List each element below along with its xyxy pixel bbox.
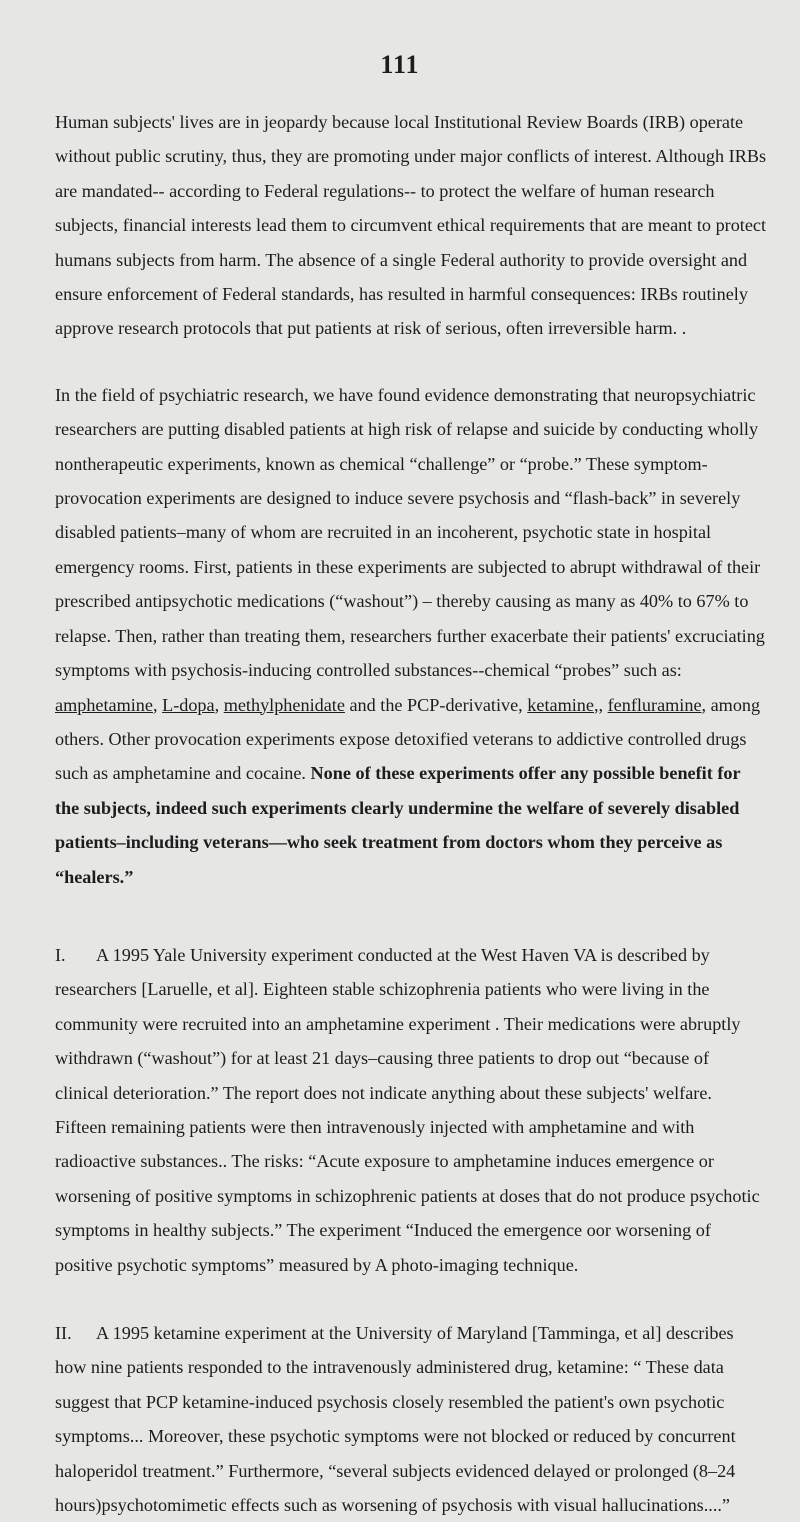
separator: , (152, 694, 163, 715)
bold-statement: None of these experiments offer any possible benefit for the subjects, indeed such experiments clearly undermine the welfare of severely disabled patients–including veterans—who seek treatment from doctors whom they perceive as “healers.” (55, 763, 741, 887)
drug-ketamine: ketamine (527, 694, 594, 715)
drug-methylphenidate: methylphenidate (223, 694, 345, 715)
paragraph-text: , among others. Other provocation experiments expose detoxified veterans to addictive controlled drugs such as amphetamine and cocaine. (55, 694, 761, 784)
paragraph-text: A 1995 Yale University experiment conducted at the West Haven VA is described by researchers [Laruelle, et al]. Eighteen stable schizophrenia patients who were living in the community were recruited into an amphetamine experiment . Their medications were abruptly withdrawn (“washout”) for at least 21 days–causing three patients to drop out “because of clinical deterioration.” The report does not indicate anything about these subjects' welfare. Fifteen remaining patients were then intravenously injected with amphetamine and with radioactive substances.. The risks: “Acute exposure to amphetamine induces emergence or worsening of positive symptoms in schizophrenic patients at doses that do not produce psychotic symptoms in healthy subjects.” The experiment “Induced the emergence oor worsening of positive psychotic symptoms” measured by A photo-imaging technique. (55, 944, 760, 1275)
document-body (55, 105, 767, 1522)
drug-fenfluramine: fenfluramine (607, 694, 702, 715)
page-number: 111 (380, 50, 420, 79)
paragraph-text: A 1995 ketamine experiment at the University of Maryland [Tamminga, et al] describes how nine patients responded to the intravenously administered drug, ketamine: “ These data suggest that PCP ketamine-induced psychosis closely resembled the patient's own psychotic symptoms... Moreover, these psychotic symptoms were not blocked or reduced by concurrent haloperidol treatment.” Furthermore, “several subjects evidenced delayed or prolonged (8–24 hours)psychotomimetic effects such as worsening of psychosis with visual hallucinations....” (55, 1323, 736, 1516)
paragraph-maryland-experiment (55, 1316, 767, 1522)
paragraph-irb-overview: Human subjects' lives are in jeopardy because local Institutional Review Boards (IRB) operate without public scrutiny, thus, they are promoting under major conflicts of interest. Although IRBs are mandated-- according to Federal regulations-- to protect the welfare of human research subjects, financial interests lead them to circumvent ethical requirements that are meant to protect humans subjects from harm. The absence of a single Federal authority to provide oversight and ensure enforcement of Federal standards, has resulted in harmful consequences: IRBs routinely approve research protocols that put patients at risk of serious, often irreversible harm. . (55, 112, 767, 339)
section-numeral: II. (55, 1323, 72, 1343)
separator: ,, (593, 694, 608, 715)
drug-l-dopa: L-dopa (162, 694, 215, 715)
paragraph-text: In the field of psychiatric research, we have found evidence demonstrating that neuropsychiatric researchers are putting disabled patients at high risk of relapse and suicide by conducting wholly nontherapeutic experiments, known as chemical “challenge” or “probe.” These symptom-provocation experiments are designed to induce severe psychosis and “flash-back” in severely disabled patients–many of whom are recruited in an incoherent, psychotic state in hospital emergency rooms. First, patients in these experiments are subjected to abrupt withdrawal of their prescribed antipsychotic medications (“washout”) – thereby causing as many as 40% to 67% to relapse. Then, rather than treating them, researchers further exacerbate their patients' excruciating symptoms with psychosis-inducing controlled substances--chemical “probes” such as: (55, 384, 765, 681)
section-numeral: I. (55, 944, 66, 965)
paragraph-yale-experiment (55, 926, 767, 1282)
separator: , (214, 694, 224, 715)
paragraph-text: and the PCP-derivative, (344, 694, 528, 715)
paragraph-psychiatric-research (55, 378, 767, 894)
drug-amphetamine: amphetamine (55, 694, 153, 715)
